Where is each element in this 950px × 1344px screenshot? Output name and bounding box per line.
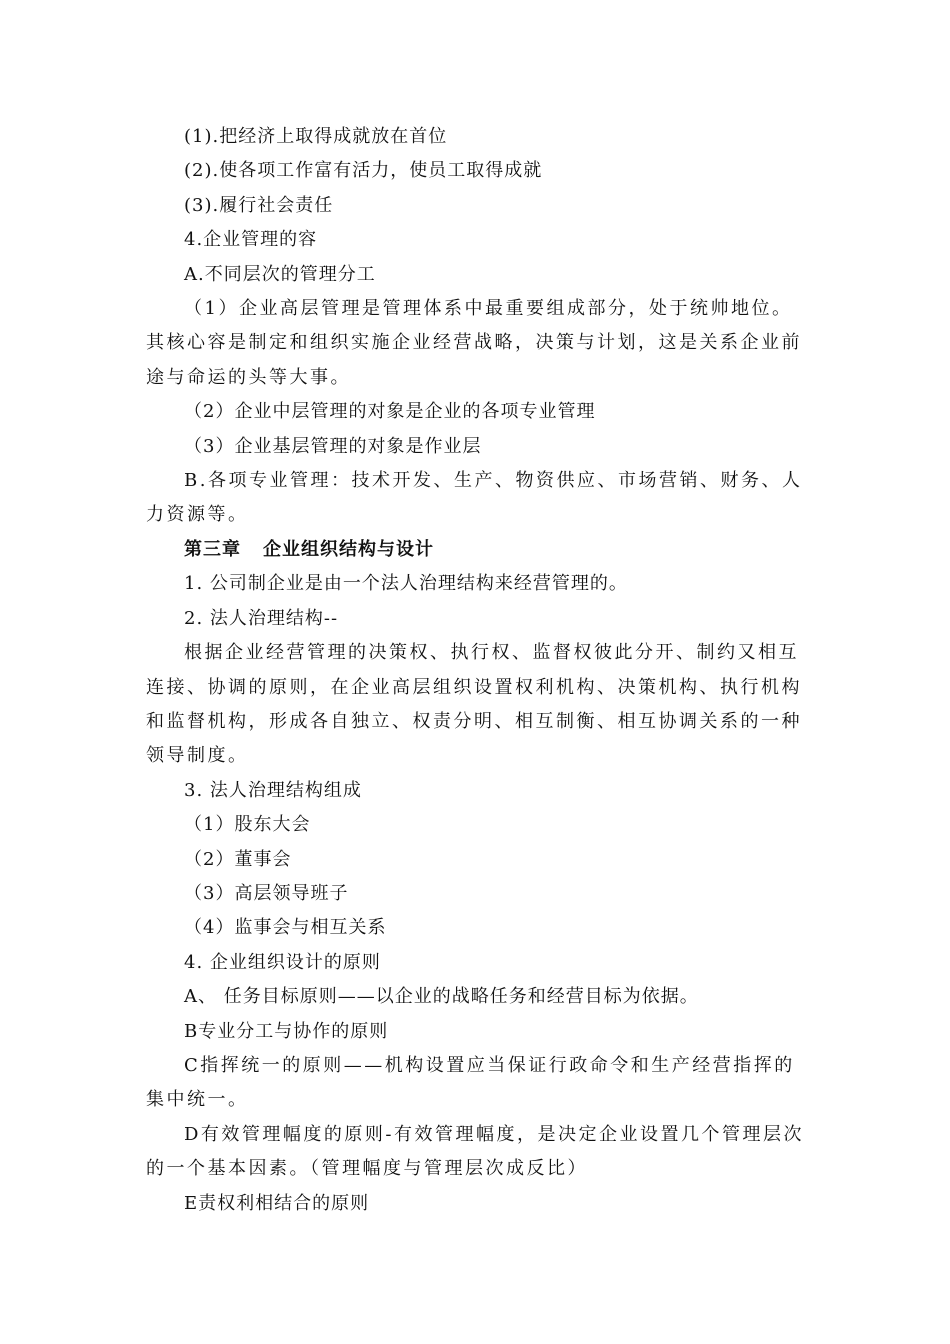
list-item: 2. 法人治理结构-- <box>184 607 339 629</box>
paragraph: 根据企业经营管理的决策权、执行权、监督权彼此分开、制约又相互连接、协调的原则，在企业高层组织设置权利机构、决策机构、执行机构和监督机构，形成各自独立、权责分明、相互制衡、相互协调关系的一种领导制度。 <box>146 642 802 767</box>
paragraph: C指挥统一的原则——机构设置应当保证行政命令和生产经营指挥的集中统一。 <box>146 1054 795 1111</box>
list-item: 1. 公司制企业是由一个法人治理结构来经营管理的。 <box>184 573 628 595</box>
chapter-heading <box>146 533 810 567</box>
list-item: B专业分工与协作的原则 <box>184 1020 389 1042</box>
paragraph: B.各项专业管理：技术开发、生产、物资供应、市场营销、财务、人力资源等。 <box>146 470 803 526</box>
list-item: A、 任务目标原则——以企业的战略任务和经营目标为依据。 <box>184 986 699 1008</box>
document-body <box>146 120 810 1221</box>
paragraph: D有效管理幅度的原则-有效管理幅度，是决定企业设置几个管理层次的一个基本因素。（管理幅度与管理层次成反比） <box>146 1123 805 1180</box>
list-item: (1).把经济上取得成就放在首位 <box>184 126 448 147</box>
list-item: (2).使各项工作富有活力，使员工取得成就 <box>184 160 543 182</box>
section-heading: 4.企业管理的容 <box>184 229 318 251</box>
list-item: （2）董事会 <box>184 848 292 870</box>
section-heading: 3. 法人治理结构组成 <box>184 779 362 801</box>
list-item: （4）监事会与相互关系 <box>184 917 387 939</box>
paragraph: （1）企业高层管理是管理体系中最重要组成部分，处于统帅地位。其核心容是制定和组织实施企业经营战略，决策与计划，这是关系企业前途与命运的头等大事。 <box>146 298 802 388</box>
list-item: (3).履行社会责任 <box>184 194 334 216</box>
list-item: （1）股东大会 <box>184 814 311 836</box>
chapter-number: 第三章 <box>184 538 241 560</box>
list-item: E责权利相结合的原则 <box>184 1192 370 1214</box>
chapter-title: 企业组织结构与设计 <box>263 538 434 560</box>
list-item: （3）企业基层管理的对象是作业层 <box>184 435 482 457</box>
list-item: （2）企业中层管理的对象是企业的各项专业管理 <box>184 401 596 423</box>
section-heading: 4. 企业组织设计的原则 <box>184 951 381 973</box>
list-item: （3）高层领导班子 <box>184 882 349 904</box>
subsection-heading: A.不同层次的管理分工 <box>184 263 376 285</box>
